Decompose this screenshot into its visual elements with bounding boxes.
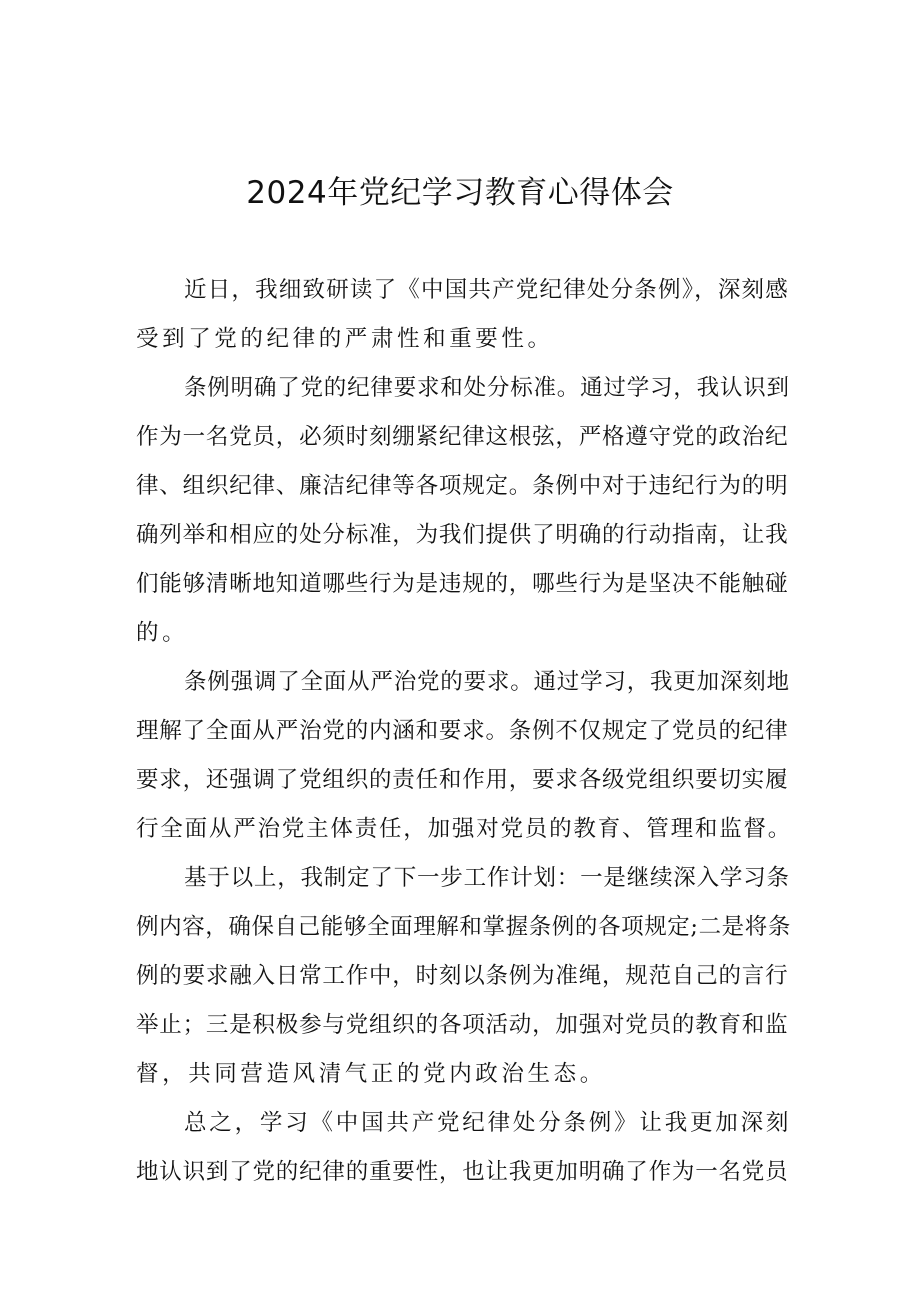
text-line: 受到了党的纪律的严肃性和重要性。 — [136, 326, 554, 352]
text-line: 条例强调了全面从严治党的要求。通过学习，我更加深刻地 — [184, 669, 790, 695]
text-line: 理解了全面从严治党的内涵和要求。条例不仅规定了党员的纪律 — [136, 718, 789, 744]
text-line: 例内容，确保自己能够全面理解和掌握条例的各项规定;二是将条 — [136, 914, 791, 940]
text-line: 举止；三是积极参与党组织的各项活动，加强对党员的教育和监 — [136, 1012, 789, 1038]
text-line: 作为一名党员，必须时刻绷紧纪律这根弦，严格遵守党的政治纪 — [136, 424, 789, 450]
text-line: 地认识到了党的纪律的重要性，也让我更加明确了作为一名党员 — [136, 1159, 789, 1185]
document-body — [136, 266, 792, 1197]
text-line: 近日，我细致研读了《中国共产党纪律处分条例》，深刻感 — [184, 277, 789, 303]
text-line: 行全面从严治党主体责任，加强对党员的教育、管理和监督。 — [136, 816, 793, 842]
text-line: 们能够清晰地知道哪些行为是违规的，哪些行为是坚决不能触碰 — [136, 571, 789, 597]
text-line: 例的要求融入日常工作中，时刻以条例为准绳，规范自己的言行 — [136, 963, 789, 989]
text-line: 条例明确了党的纪律要求和处分标准。通过学习，我认识到 — [184, 375, 790, 401]
text-line: 督，共同营造风清气正的党内政治生态。 — [136, 1061, 606, 1087]
text-line: 基于以上，我制定了下一步工作计划：一是继续深入学习条 — [184, 865, 790, 891]
text-line: 律、组织纪律、廉洁纪律等各项规定。条例中对于违纪行为的明 — [136, 473, 789, 499]
text-line: 的。 — [136, 620, 189, 646]
page-title: 2024年党纪学习教育心得体会 — [246, 175, 674, 211]
text-line: 要求，还强调了党组织的责任和作用，要求各级党组织要切实履 — [136, 767, 789, 793]
text-line: 总之，学习《中国共产党纪律处分条例》让我更加深刻 — [184, 1110, 792, 1136]
text-line: 确列举和相应的处分标准，为我们提供了明确的行动指南，让我 — [136, 522, 789, 548]
